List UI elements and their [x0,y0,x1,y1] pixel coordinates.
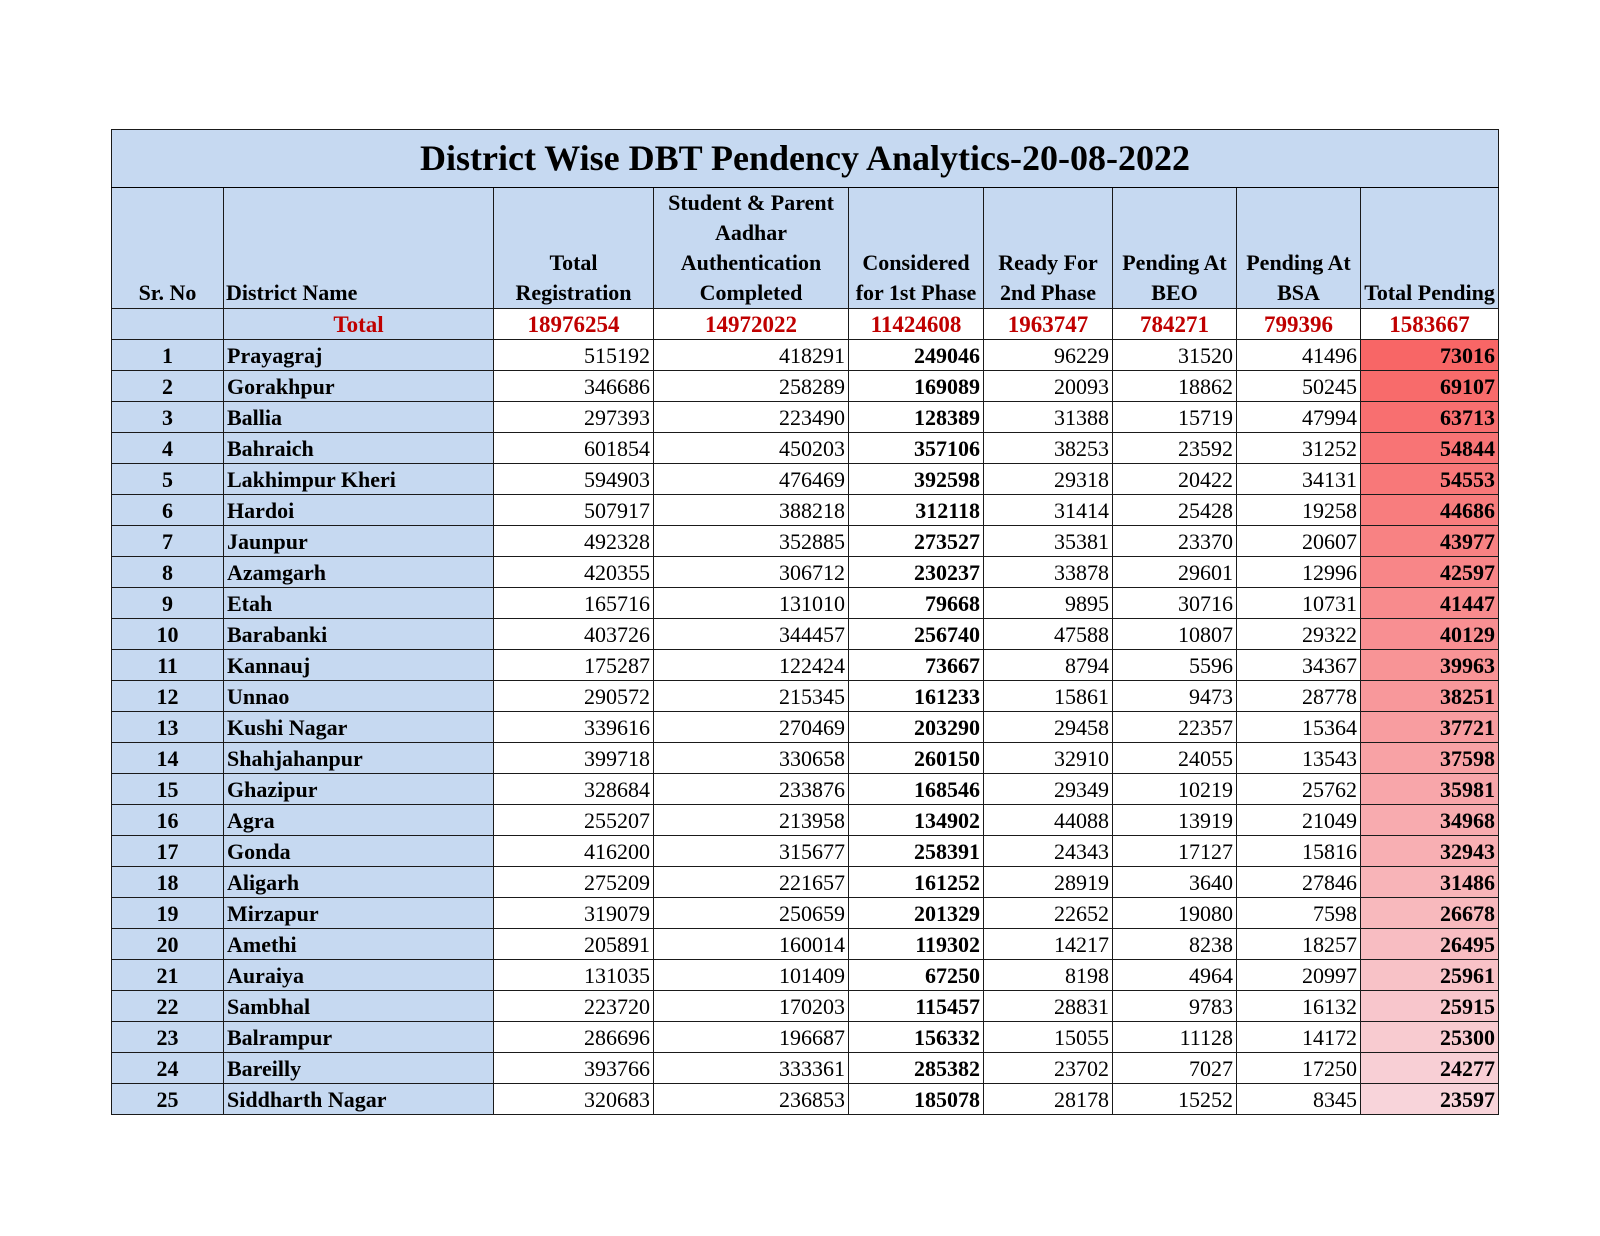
row-district: Ghazipur [224,774,494,805]
row-registration: 319079 [494,898,654,929]
row-total-pending: 37721 [1361,712,1499,743]
row-registration: 286696 [494,1022,654,1053]
row-aadhar: 333361 [654,1053,849,1084]
row-bsa: 16132 [1237,991,1361,1022]
row-sr: 23 [112,1022,224,1053]
table-row [112,960,1499,991]
row-district: Unnao [224,681,494,712]
row-beo: 10219 [1113,774,1237,805]
row-beo: 20422 [1113,464,1237,495]
header-sr: Sr. No [112,188,224,309]
row-aadhar: 250659 [654,898,849,929]
row-considered: 357106 [849,433,984,464]
row-total-pending: 40129 [1361,619,1499,650]
row-beo: 17127 [1113,836,1237,867]
row-sr: 9 [112,588,224,619]
row-registration: 175287 [494,650,654,681]
row-registration: 393766 [494,1053,654,1084]
row-aadhar: 213958 [654,805,849,836]
row-registration: 320683 [494,1084,654,1115]
row-ready: 9895 [984,588,1113,619]
row-ready: 47588 [984,619,1113,650]
row-beo: 15252 [1113,1084,1237,1115]
row-bsa: 18257 [1237,929,1361,960]
row-ready: 31414 [984,495,1113,526]
row-considered: 134902 [849,805,984,836]
row-district: Bareilly [224,1053,494,1084]
row-registration: 346686 [494,371,654,402]
row-aadhar: 344457 [654,619,849,650]
row-considered: 169089 [849,371,984,402]
page-title: District Wise DBT Pendency Analytics-20-08-2022 [112,130,1499,188]
row-considered: 392598 [849,464,984,495]
row-district: Balrampur [224,1022,494,1053]
row-considered: 119302 [849,929,984,960]
totals-ready: 1963747 [984,309,1113,340]
row-aadhar: 258289 [654,371,849,402]
row-considered: 156332 [849,1022,984,1053]
row-considered: 273527 [849,526,984,557]
row-beo: 15719 [1113,402,1237,433]
row-bsa: 20997 [1237,960,1361,991]
row-aadhar: 160014 [654,929,849,960]
table-row [112,1084,1499,1115]
row-total-pending: 25300 [1361,1022,1499,1053]
row-considered: 73667 [849,650,984,681]
row-beo: 7027 [1113,1053,1237,1084]
row-beo: 22357 [1113,712,1237,743]
row-district: Kannauj [224,650,494,681]
row-ready: 44088 [984,805,1113,836]
row-bsa: 12996 [1237,557,1361,588]
row-registration: 131035 [494,960,654,991]
table-row [112,526,1499,557]
table-row [112,681,1499,712]
row-beo: 4964 [1113,960,1237,991]
row-aadhar: 122424 [654,650,849,681]
row-bsa: 34131 [1237,464,1361,495]
table-row [112,1053,1499,1084]
row-ready: 29318 [984,464,1113,495]
row-district: Etah [224,588,494,619]
row-considered: 260150 [849,743,984,774]
row-ready: 33878 [984,557,1113,588]
totals-bsa: 799396 [1237,309,1361,340]
row-district: Sambhal [224,991,494,1022]
row-sr: 15 [112,774,224,805]
row-considered: 128389 [849,402,984,433]
row-aadhar: 352885 [654,526,849,557]
row-ready: 14217 [984,929,1113,960]
row-beo: 8238 [1113,929,1237,960]
row-district: Jaunpur [224,526,494,557]
table-row [112,743,1499,774]
table-row [112,867,1499,898]
row-ready: 32910 [984,743,1113,774]
row-bsa: 50245 [1237,371,1361,402]
header-bsa: Pending At BSA [1237,188,1361,309]
row-sr: 7 [112,526,224,557]
row-district: Gonda [224,836,494,867]
row-aadhar: 215345 [654,681,849,712]
row-total-pending: 54553 [1361,464,1499,495]
row-aadhar: 170203 [654,991,849,1022]
row-sr: 21 [112,960,224,991]
row-district: Barabanki [224,619,494,650]
row-bsa: 25762 [1237,774,1361,805]
row-aadhar: 221657 [654,867,849,898]
row-total-pending: 31486 [1361,867,1499,898]
header-aadhar: Student & Parent Aadhar Authentication Completed [654,188,849,309]
row-aadhar: 450203 [654,433,849,464]
table-row [112,929,1499,960]
row-considered: 258391 [849,836,984,867]
row-bsa: 15364 [1237,712,1361,743]
row-aadhar: 306712 [654,557,849,588]
row-total-pending: 26678 [1361,898,1499,929]
table-row [112,836,1499,867]
row-total-pending: 63713 [1361,402,1499,433]
row-considered: 285382 [849,1053,984,1084]
row-registration: 403726 [494,619,654,650]
row-considered: 249046 [849,340,984,371]
row-beo: 3640 [1113,867,1237,898]
row-total-pending: 41447 [1361,588,1499,619]
row-total-pending: 25961 [1361,960,1499,991]
row-beo: 18862 [1113,371,1237,402]
row-considered: 67250 [849,960,984,991]
header-beo: Pending At BEO [1113,188,1237,309]
row-aadhar: 236853 [654,1084,849,1115]
row-aadhar: 388218 [654,495,849,526]
row-district: Prayagraj [224,340,494,371]
header-total-registration: Total Registration [494,188,654,309]
row-district: Agra [224,805,494,836]
row-beo: 11128 [1113,1022,1237,1053]
row-sr: 19 [112,898,224,929]
row-bsa: 21049 [1237,805,1361,836]
row-sr: 20 [112,929,224,960]
row-ready: 29458 [984,712,1113,743]
table-row [112,619,1499,650]
row-registration: 205891 [494,929,654,960]
row-beo: 9783 [1113,991,1237,1022]
row-aadhar: 418291 [654,340,849,371]
row-ready: 23702 [984,1053,1113,1084]
totals-label: Total [224,309,494,340]
row-ready: 29349 [984,774,1113,805]
row-registration: 297393 [494,402,654,433]
row-district: Shahjahanpur [224,743,494,774]
row-aadhar: 315677 [654,836,849,867]
row-beo: 24055 [1113,743,1237,774]
row-bsa: 20607 [1237,526,1361,557]
row-considered: 201329 [849,898,984,929]
row-beo: 5596 [1113,650,1237,681]
row-considered: 79668 [849,588,984,619]
table-row [112,898,1499,929]
row-registration: 275209 [494,867,654,898]
totals-beo: 784271 [1113,309,1237,340]
row-sr: 16 [112,805,224,836]
table-row [112,712,1499,743]
row-aadhar: 101409 [654,960,849,991]
row-ready: 8794 [984,650,1113,681]
row-ready: 38253 [984,433,1113,464]
row-bsa: 7598 [1237,898,1361,929]
title-row [112,130,1499,188]
row-sr: 10 [112,619,224,650]
row-sr: 1 [112,340,224,371]
row-sr: 2 [112,371,224,402]
table-row [112,1022,1499,1053]
row-bsa: 31252 [1237,433,1361,464]
row-ready: 96229 [984,340,1113,371]
row-sr: 5 [112,464,224,495]
row-ready: 8198 [984,960,1113,991]
row-bsa: 41496 [1237,340,1361,371]
row-sr: 12 [112,681,224,712]
row-district: Aligarh [224,867,494,898]
row-considered: 168546 [849,774,984,805]
row-considered: 203290 [849,712,984,743]
row-registration: 507917 [494,495,654,526]
row-ready: 15055 [984,1022,1113,1053]
table-row [112,433,1499,464]
row-total-pending: 35981 [1361,774,1499,805]
row-ready: 28919 [984,867,1113,898]
row-beo: 19080 [1113,898,1237,929]
row-aadhar: 131010 [654,588,849,619]
row-registration: 290572 [494,681,654,712]
header-total-pending: Total Pending [1361,188,1499,309]
row-bsa: 8345 [1237,1084,1361,1115]
row-registration: 492328 [494,526,654,557]
row-sr: 17 [112,836,224,867]
row-bsa: 34367 [1237,650,1361,681]
table-row [112,774,1499,805]
row-bsa: 10731 [1237,588,1361,619]
table-row [112,991,1499,1022]
row-district: Hardoi [224,495,494,526]
row-registration: 223720 [494,991,654,1022]
row-total-pending: 37598 [1361,743,1499,774]
row-beo: 23370 [1113,526,1237,557]
header-row [112,188,1499,309]
table-row [112,371,1499,402]
row-ready: 31388 [984,402,1113,433]
row-aadhar: 476469 [654,464,849,495]
row-aadhar: 223490 [654,402,849,433]
row-sr: 8 [112,557,224,588]
row-bsa: 15816 [1237,836,1361,867]
row-ready: 22652 [984,898,1113,929]
row-total-pending: 32943 [1361,836,1499,867]
table-row [112,495,1499,526]
row-district: Lakhimpur Kheri [224,464,494,495]
row-district: Siddharth Nagar [224,1084,494,1115]
row-bsa: 28778 [1237,681,1361,712]
row-sr: 3 [112,402,224,433]
row-total-pending: 54844 [1361,433,1499,464]
row-bsa: 14172 [1237,1022,1361,1053]
row-bsa: 27846 [1237,867,1361,898]
row-sr: 6 [112,495,224,526]
row-registration: 399718 [494,743,654,774]
row-registration: 328684 [494,774,654,805]
header-considered: Considered for 1st Phase [849,188,984,309]
row-district: Amethi [224,929,494,960]
totals-pending: 1583667 [1361,309,1499,340]
row-registration: 515192 [494,340,654,371]
row-aadhar: 196687 [654,1022,849,1053]
totals-aadhar: 14972022 [654,309,849,340]
row-registration: 416200 [494,836,654,867]
table-row [112,464,1499,495]
row-sr: 11 [112,650,224,681]
row-ready: 15861 [984,681,1113,712]
row-aadhar: 330658 [654,743,849,774]
row-considered: 161252 [849,867,984,898]
row-ready: 35381 [984,526,1113,557]
row-ready: 24343 [984,836,1113,867]
row-sr: 18 [112,867,224,898]
row-district: Bahraich [224,433,494,464]
totals-registration: 18976254 [494,309,654,340]
row-registration: 339616 [494,712,654,743]
row-district: Mirzapur [224,898,494,929]
row-district: Kushi Nagar [224,712,494,743]
row-bsa: 29322 [1237,619,1361,650]
row-beo: 25428 [1113,495,1237,526]
row-considered: 230237 [849,557,984,588]
row-beo: 23592 [1113,433,1237,464]
totals-sr [112,309,224,340]
row-beo: 13919 [1113,805,1237,836]
row-considered: 161233 [849,681,984,712]
row-total-pending: 26495 [1361,929,1499,960]
row-beo: 29601 [1113,557,1237,588]
row-bsa: 13543 [1237,743,1361,774]
row-considered: 185078 [849,1084,984,1115]
row-sr: 4 [112,433,224,464]
row-aadhar: 233876 [654,774,849,805]
row-total-pending: 38251 [1361,681,1499,712]
table-row [112,588,1499,619]
row-total-pending: 24277 [1361,1053,1499,1084]
row-district: Auraiya [224,960,494,991]
row-sr: 22 [112,991,224,1022]
row-registration: 165716 [494,588,654,619]
row-sr: 13 [112,712,224,743]
row-considered: 256740 [849,619,984,650]
row-district: Gorakhpur [224,371,494,402]
table-row [112,557,1499,588]
table-row [112,650,1499,681]
row-beo: 9473 [1113,681,1237,712]
row-total-pending: 34968 [1361,805,1499,836]
row-total-pending: 25915 [1361,991,1499,1022]
row-registration: 601854 [494,433,654,464]
table-row [112,340,1499,371]
table-row [112,805,1499,836]
row-registration: 594903 [494,464,654,495]
row-bsa: 19258 [1237,495,1361,526]
row-total-pending: 69107 [1361,371,1499,402]
row-beo: 31520 [1113,340,1237,371]
row-ready: 20093 [984,371,1113,402]
row-ready: 28178 [984,1084,1113,1115]
row-total-pending: 43977 [1361,526,1499,557]
row-total-pending: 42597 [1361,557,1499,588]
totals-considered: 11424608 [849,309,984,340]
row-district: Azamgarh [224,557,494,588]
row-registration: 255207 [494,805,654,836]
row-ready: 28831 [984,991,1113,1022]
header-ready: Ready For 2nd Phase [984,188,1113,309]
row-total-pending: 39963 [1361,650,1499,681]
row-considered: 312118 [849,495,984,526]
pendency-table [111,129,1499,1115]
totals-row [112,309,1499,340]
row-considered: 115457 [849,991,984,1022]
row-bsa: 47994 [1237,402,1361,433]
row-aadhar: 270469 [654,712,849,743]
header-district: District Name [224,188,494,309]
row-total-pending: 23597 [1361,1084,1499,1115]
row-beo: 30716 [1113,588,1237,619]
row-sr: 14 [112,743,224,774]
row-bsa: 17250 [1237,1053,1361,1084]
table-row [112,402,1499,433]
row-total-pending: 73016 [1361,340,1499,371]
row-sr: 24 [112,1053,224,1084]
row-sr: 25 [112,1084,224,1115]
row-registration: 420355 [494,557,654,588]
row-beo: 10807 [1113,619,1237,650]
row-district: Ballia [224,402,494,433]
row-total-pending: 44686 [1361,495,1499,526]
